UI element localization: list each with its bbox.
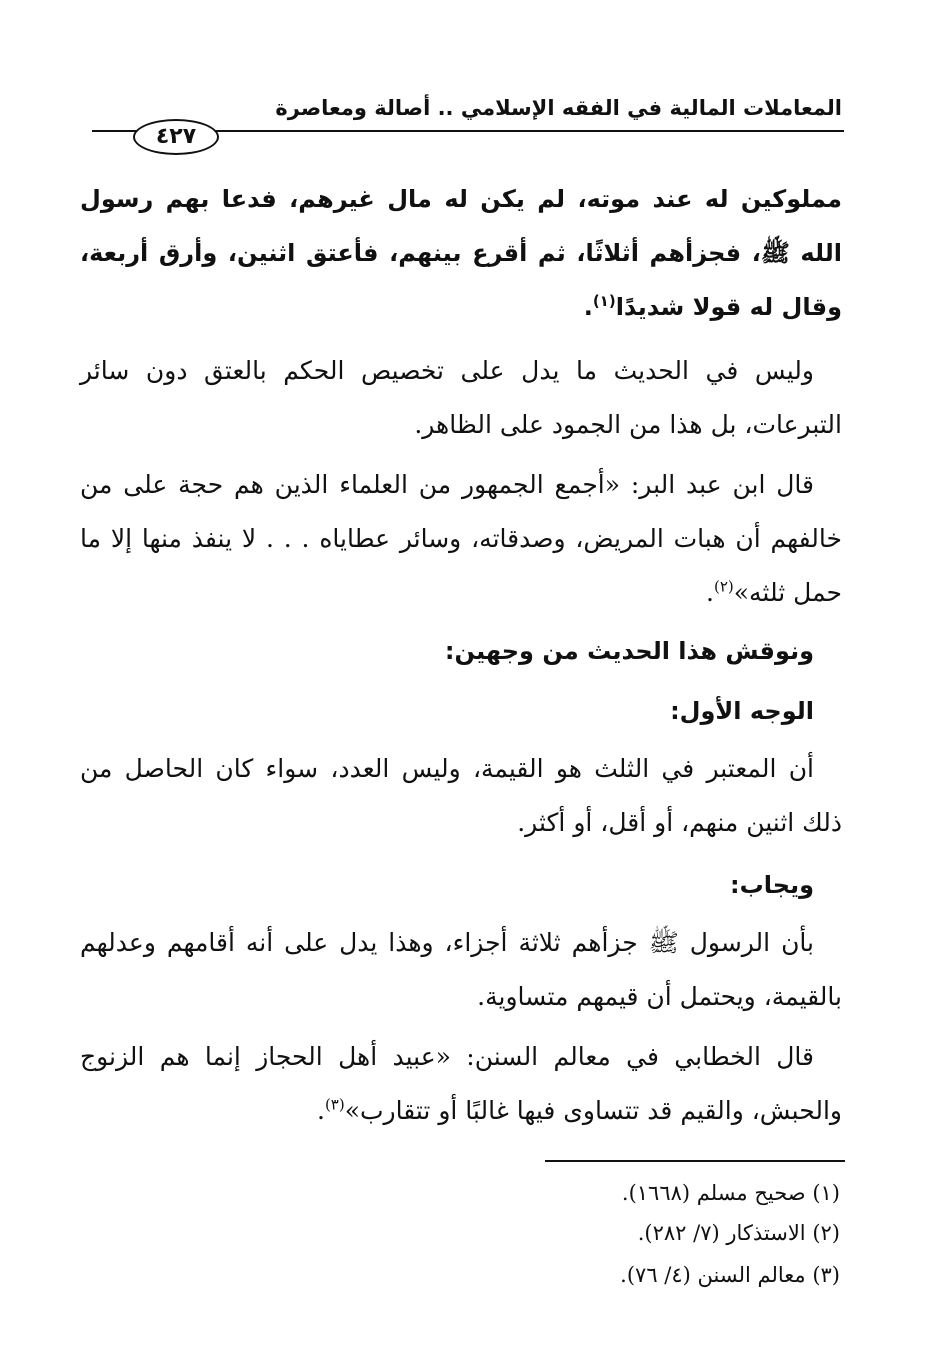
paragraph-first-aspect: أن المعتبر في الثلث هو القيمة، وليس العدد، سواء كان الحاصل من ذلك اثنين منهم، أو أقل، أو أكثر. [80, 754, 842, 837]
footnote-1: (١) صحيح مسلم (١٦٦٨). [621, 1181, 840, 1205]
section-heading-first-aspect: الوجه الأول: [670, 697, 814, 725]
page-number-badge: ٤٢٧ [133, 119, 219, 155]
paragraph-ibn-abd-al-barr-quote: قال ابن عبد البر: «أجمع الجمهور من العلماء الذين هم حجة على من خالفهم أن هبات المريض، وصدقاته، وسائر عطاياه . . . لا ينفذ منها إلا ما حمل ثلثه»$^{(٢)}$. [80, 470, 842, 607]
paragraph-text: قال ابن عبد البر: «أجمع الجمهور من العلماء الذين هم حجة على من خالفهم أن هبات المريض، وصدقاته، وسائر عطاياه . . . لا ينفذ منها إلا ما حمل ثلثه» [80, 470, 842, 607]
footnote-ref-1[interactable]: (١) [592, 292, 616, 310]
running-header-title: المعاملات المالية في الفقه الإسلامي .. أصالة ومعاصرة [275, 96, 842, 120]
paragraph-khattabi-quote: قال الخطابي في معالم السنن: «عبيد أهل الحجاز إنما هم الزنوج والحبش، والقيم قد تتساوى فيها غالبًا أو تتقارب»$^{(٣)}$. [80, 1042, 842, 1125]
footnote-3: (٣) معالم السنن (٤/ ٧٦). [620, 1263, 840, 1287]
section-heading-answer: ويجاب: [730, 871, 814, 899]
paragraph-no-evidence: وليس في الحديث ما يدل على تخصيص الحكم بالعتق دون سائر التبرعات، بل هذا من الجمود على الظاهر. [80, 356, 842, 439]
footnote-2: (٢) الاستذكار (٧/ ٢٨٢). [637, 1221, 840, 1245]
footnote-separator [545, 1160, 845, 1162]
footnote-ref-2[interactable]: (٢) [713, 577, 734, 596]
paragraph-answer: بأن الرسول ﷺ جزأهم ثلاثة أجزاء، وهذا يدل على أنه أقامهم وعدلهم بالقيمة، ويحتمل أن قيمهم متساوية. [80, 928, 842, 1011]
paragraph-text: قال الخطابي في معالم السنن: «عبيد أهل الحجاز إنما هم الزنوج والحبش، والقيم قد تتساوى فيها غالبًا أو تتقارب» [80, 1042, 842, 1125]
section-heading-objection: ونوقش هذا الحديث من وجهين: [444, 637, 814, 665]
footnote-ref-3[interactable]: (٣) [324, 1095, 345, 1114]
paragraph-text: مملوكين له عند موته، لم يكن له مال غيرهم، فدعا بهم رسول الله ﷺ، فجزأهم أثلاثًا، ثم أقرع بينهم، فأعتق اثنين، وأرق أربعة، وقال له قولا شديدًا [80, 185, 842, 321]
paragraph-hadith-continuation: مملوكين له عند موته، لم يكن له مال غيرهم، فدعا بهم رسول الله ﷺ، فجزأهم أثلاثًا، ثم أقرع بينهم، فأعتق اثنين، وأرق أربعة، وقال له قولا شديدًا$^{(١)}$. [80, 185, 842, 321]
